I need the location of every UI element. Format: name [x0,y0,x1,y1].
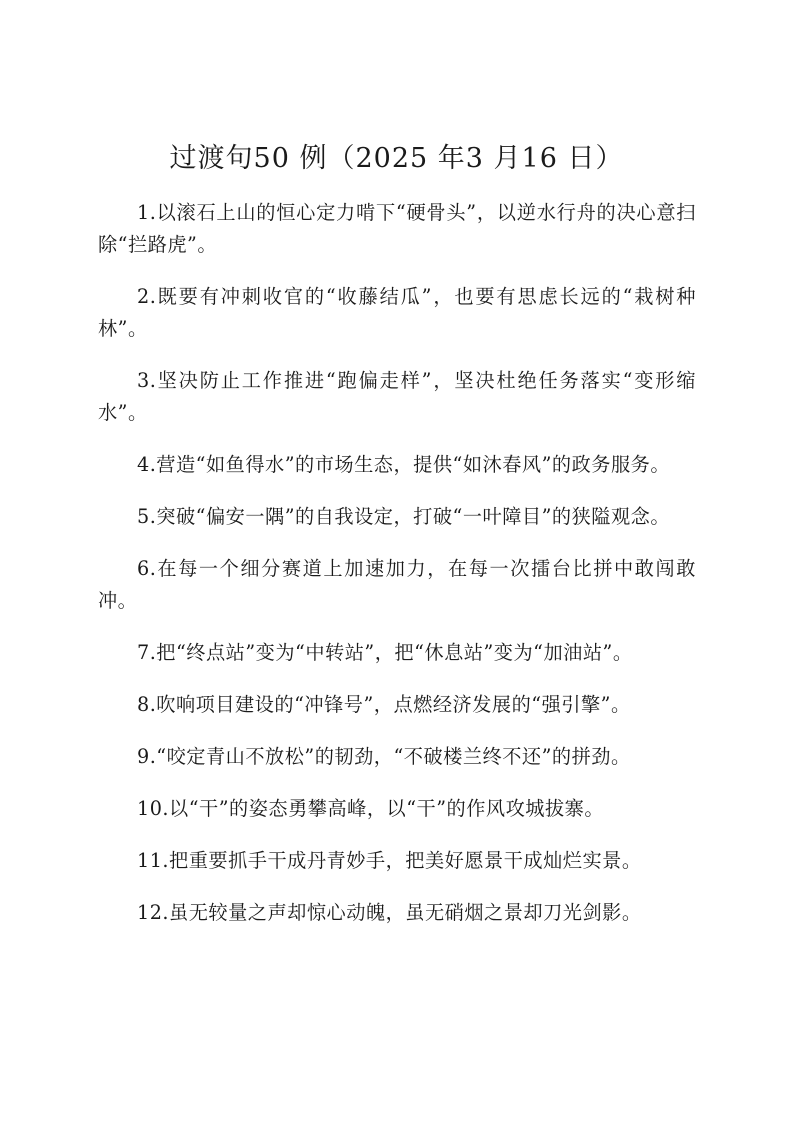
list-item: 8.吹响项目建设的“冲锋号”，点燃经济发展的“强引擎”。 [137,693,631,716]
list-item: 4.营造“如鱼得水”的市场生态，提供“如沐春风”的政务服务。 [137,453,671,476]
list-item: 6.在每一个细分赛道上加速加力，在每一次擂台比拼中敢闯敢冲。 [98,557,696,612]
list-item: 2.既要有冲刺收官的“收藤结瓜”，也要有思虑长远的“栽树种林”。 [98,285,696,340]
transition-sentence-list [98,197,696,949]
list-item: 3.坚决防止工作推进“跑偏走样”，坚决杜绝任务落实“变形缩水”。 [98,369,696,424]
list-item: 7.把“终点站”变为“中转站”，把“休息站”变为“加油站”。 [137,641,633,664]
list-item: 1.以滚石上山的恒心定力啃下“硬骨头”，以逆水行舟的决心意扫除“拦路虎”。 [98,201,696,256]
list-item: 5.突破“偏安一隅”的自我设定，打破“一叶障目”的狭隘观念。 [137,505,671,528]
document-title: 过渡句50 例（2025 年3 月16 日） [169,143,624,174]
list-item: 9.“咬定青山不放松”的韧劲，“不破楼兰终不还”的拼劲。 [137,745,631,768]
list-item: 12.虽无较量之声却惊心动魄，虽无硝烟之景却刀光剑影。 [137,901,642,924]
list-item: 11.把重要抓手干成丹青妙手，把美好愿景干成灿烂实景。 [137,849,642,872]
list-item: 10.以“干”的姿态勇攀高峰，以“干”的作风攻城拔寨。 [137,797,605,820]
